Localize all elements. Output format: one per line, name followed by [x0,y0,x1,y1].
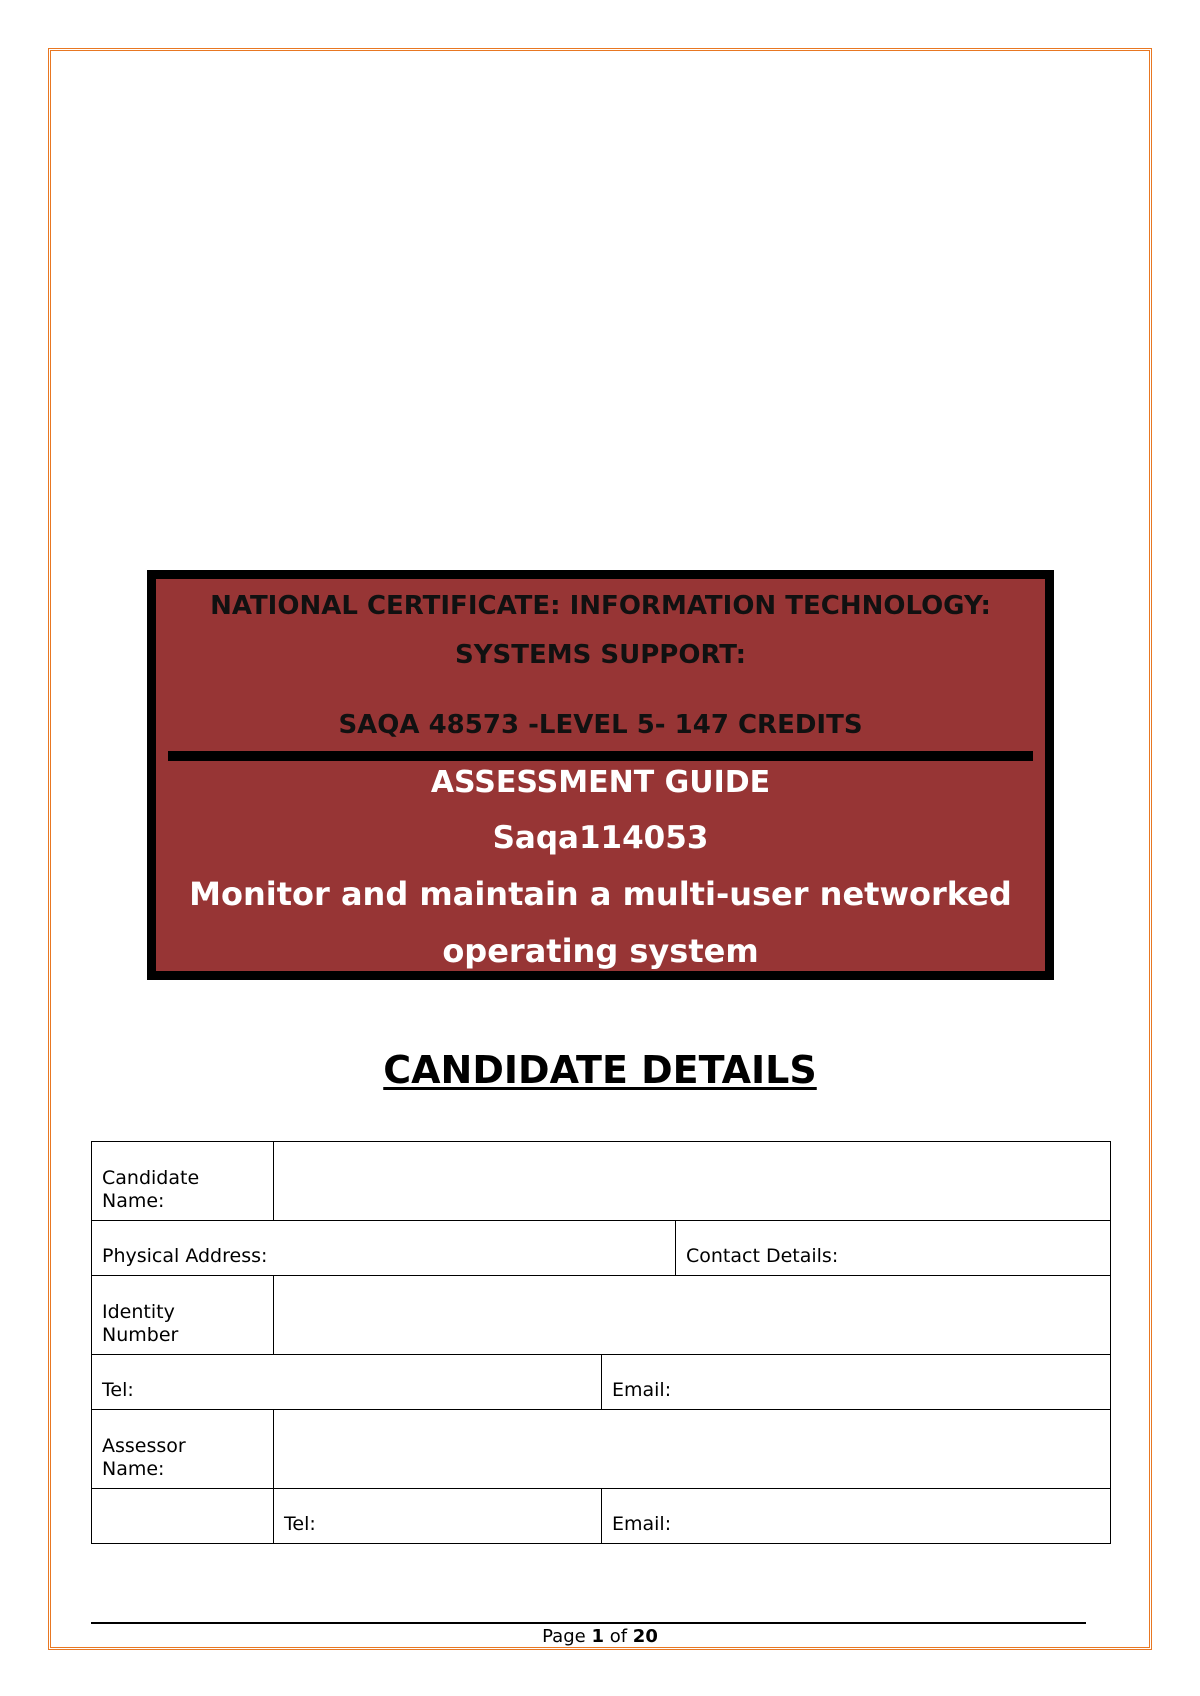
assessor-email-label: Email: [612,1513,672,1535]
title-divider [168,751,1033,761]
of-word: of [609,1626,628,1647]
page-number-footer [0,1626,1200,1647]
assessor-blank-cell [91,1488,274,1544]
candidate-details-heading: CANDIDATE DETAILS [383,1048,817,1092]
candidate-tel-field[interactable] [91,1354,602,1410]
candidate-email-label: Email: [612,1379,672,1401]
contact-details-label: Contact Details: [686,1245,839,1267]
assessment-guide-title: ASSESSMENT GUIDE [430,765,771,800]
page-total: 20 [632,1626,658,1647]
physical-address-field[interactable] [91,1220,676,1276]
footer-rule [91,1622,1086,1624]
page-word: Page [542,1626,586,1647]
candidate-name-label: Candidate Name: [102,1167,200,1212]
assessor-name-field[interactable] [273,1409,1111,1489]
candidate-name-field[interactable] [273,1141,1111,1221]
physical-address-label: Physical Address: [102,1245,268,1267]
candidate-name-label-cell [91,1141,274,1221]
unit-title-line-2: operating system [442,932,759,970]
contact-details-field[interactable] [675,1220,1111,1276]
candidate-email-field[interactable] [601,1354,1111,1410]
saqa-level-credits: SAQA 48573 -LEVEL 5- 147 CREDITS [338,710,863,740]
title-box [147,570,1054,980]
unit-code: Saqa114053 [492,820,709,856]
assessor-tel-field[interactable] [273,1488,602,1544]
assessor-name-label-cell [91,1409,274,1489]
assessor-tel-label: Tel: [284,1513,316,1535]
certificate-title-line-1: NATIONAL CERTIFICATE: INFORMATION TECHNOLOGY: [210,591,991,621]
assessor-email-field[interactable] [601,1488,1111,1544]
identity-number-label: Identity Number [102,1301,179,1346]
candidate-tel-label: Tel: [102,1379,134,1401]
certificate-title-line-2: SYSTEMS SUPPORT: [454,640,747,670]
candidate-details-form [91,1141,1111,1542]
identity-number-label-cell [91,1275,274,1355]
identity-number-field[interactable] [273,1275,1111,1355]
assessor-name-label: Assessor Name: [102,1435,186,1480]
unit-title-line-1: Monitor and maintain a multi-user networked [189,875,1012,913]
page-current: 1 [591,1626,604,1647]
